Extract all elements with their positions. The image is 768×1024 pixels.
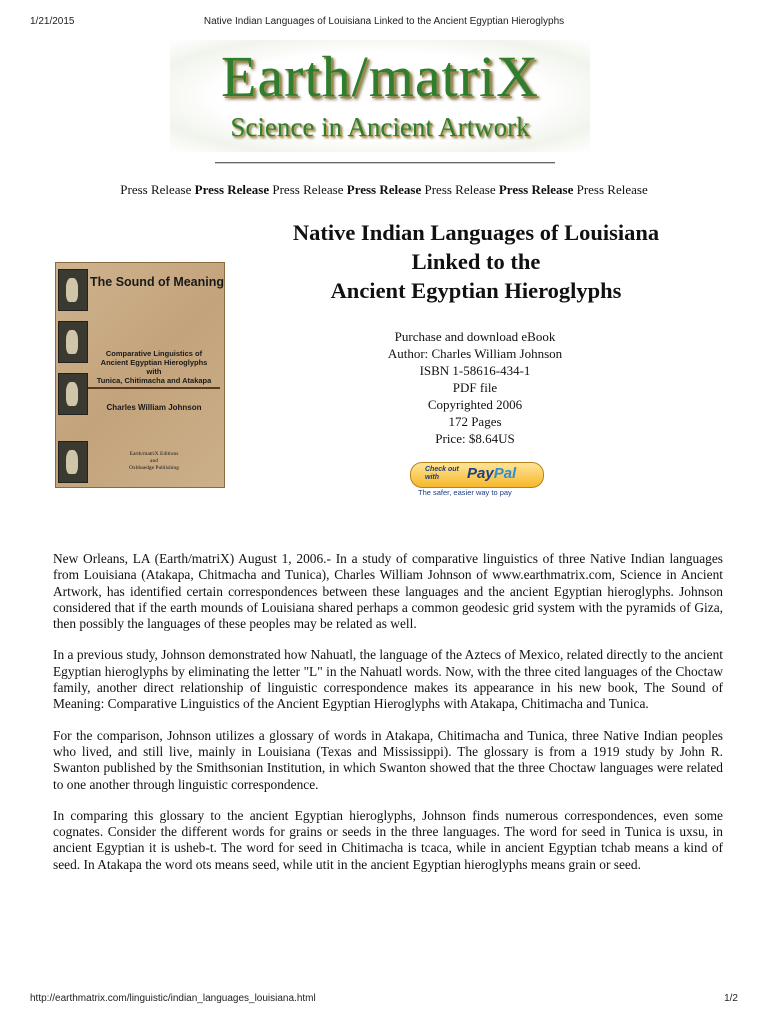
cover-subtitle-line: Tunica, Chitimacha and Atakapa xyxy=(96,376,212,385)
book-details xyxy=(300,328,650,447)
headline-line: Native Indian Languages of Louisiana xyxy=(292,220,660,245)
cover-subtitle-line: Comparative Linguistics of xyxy=(105,349,203,358)
isbn-text: ISBN 1-58616-434-1 xyxy=(419,363,531,378)
hieroglyph-thumbnail xyxy=(58,373,88,415)
page-url-link[interactable]: http://earthmatrix.com/linguistic/indian_languages_louisiana.html xyxy=(30,993,316,1004)
paypal-check-out-label xyxy=(425,466,465,482)
article-paragraph: In a previous study, Johnson demonstrated how Nahuatl, the language of the Aztecs of Mexico, related directly to the ancient Egyptian hieroglyphs by eliminating the letter "L" in the Nahuatl words. Now, with the three cited languages of the Choctaw family, another direct relationship of linguistic correspondence makes its appearance in his new book, The Sound of Meaning: Comparative Linguistics of the Ancient Egyptian Hieroglyphs with Atakapa, Chitimacha and Tunica. xyxy=(53,647,723,712)
cover-publisher-line: Earth/matriX Editions xyxy=(129,451,179,457)
print-page-title: Native Indian Languages of Louisiana Linked to the Ancient Egyptian Hieroglyphs xyxy=(203,16,565,27)
press-release-text-bold: Press Release xyxy=(498,182,574,197)
cover-subtitle xyxy=(88,349,220,389)
cover-subtitle-line: with xyxy=(146,367,162,376)
paypal-logo-pal: Pal xyxy=(493,465,517,482)
purchase-text: Purchase and download eBook xyxy=(394,329,556,344)
print-date: 1/21/2015 xyxy=(30,16,75,27)
paypal-logo-icon xyxy=(467,465,516,482)
format-text: PDF file xyxy=(452,380,498,395)
book-cover-image[interactable] xyxy=(55,262,225,488)
article-paragraph: In comparing this glossary to the ancient Egyptian hieroglyphs, Johnson finds numerous correspondences, even some cognates. Consider the different words for grains or seeds in the three languages. The word for seed in Tunica is uxsu, in ancient Egyptian it is usheb-t. The word for seed in Chitimacha is tcaca, while in ancient Egyptian tchab means a kind of seed. In Atakapa the word ots means seed, while utit in the ancient Egyptian hieroglyphs means grain or seed. xyxy=(53,807,723,872)
press-release-text: Press Release xyxy=(576,182,648,197)
paypal-logo-pay: Pay xyxy=(467,465,494,482)
press-release-text-bold: Press Release xyxy=(194,182,270,197)
logo-title: Earth/matriX xyxy=(220,44,539,109)
page-number: 1/2 xyxy=(724,993,738,1004)
press-release-text: Press Release xyxy=(272,182,344,197)
cover-publisher-line: Oxbbaedge Publishing xyxy=(129,465,179,471)
article-paragraph: For the comparison, Johnson utilizes a glossary of words in Atakapa, Chitimacha and Tunica, three Native Indian peoples who lived, and still live, mainly in Louisiana (Texas and Mississippi). The glossary is from a 1919 study by John R. Swanton published by the Smithsonian Institution, in which Swanton showed that the three Choctaw languages were related to one another through linguistic correspondence. xyxy=(53,727,723,792)
logo-subtitle: Science in Ancient Artwork xyxy=(230,112,530,142)
press-release-text: Press Release xyxy=(424,182,496,197)
price-text: Price: $8.64US xyxy=(435,431,515,446)
paypal-with-text: with xyxy=(425,474,439,481)
copyright-text: Copyrighted 2006 xyxy=(427,397,523,412)
print-footer xyxy=(0,993,768,1007)
site-logo[interactable] xyxy=(170,40,590,152)
cover-subtitle-line: Ancient Egyptian Hieroglyphs xyxy=(100,358,208,367)
hieroglyph-thumbnail xyxy=(58,269,88,311)
paypal-checkout-button[interactable] xyxy=(410,462,544,502)
cover-title: The Sound of Meaning xyxy=(90,275,225,289)
cover-publisher xyxy=(88,451,220,472)
press-release-text-bold: Press Release xyxy=(346,182,422,197)
paypal-check-out-text: Check out xyxy=(425,466,459,473)
paypal-button-body[interactable] xyxy=(410,462,544,488)
article-body xyxy=(53,551,723,888)
press-release-text: Press Release xyxy=(120,182,192,197)
hieroglyph-thumbnail xyxy=(58,441,88,483)
author-text: Author: Charles William Johnson xyxy=(387,346,563,361)
press-release-banner xyxy=(0,182,768,198)
headline-line: Ancient Egyptian Hieroglyphs xyxy=(330,278,622,303)
cover-author: Charles William Johnson xyxy=(106,403,202,412)
page-title xyxy=(200,218,752,305)
print-header xyxy=(0,16,768,30)
paypal-tagline: The safer, easier way to pay xyxy=(418,488,512,497)
hieroglyph-thumbnail xyxy=(58,321,88,363)
headline-line: Linked to the xyxy=(411,249,541,274)
cover-publisher-line: and xyxy=(150,458,158,464)
article-paragraph: New Orleans, LA (Earth/matriX) August 1, 2006.- In a study of comparative linguistics of three Native Indian languages from Louisiana (Atakapa, Chitmacha and Tunica), Charles William Johnson of www.earthmatrix.com, Science in Ancient Artwork, has identified certain correspondences between these languages and the ancient Egyptian hieroglyphs. Johnson considered that if the earth mounds of Louisiana shared perhaps a common geodesic grid system with the pyramids of Giza, then possibly the languages of these peoples may be related as well. xyxy=(53,551,723,632)
header-divider xyxy=(215,162,555,164)
page-count-text: 172 Pages xyxy=(448,414,502,429)
